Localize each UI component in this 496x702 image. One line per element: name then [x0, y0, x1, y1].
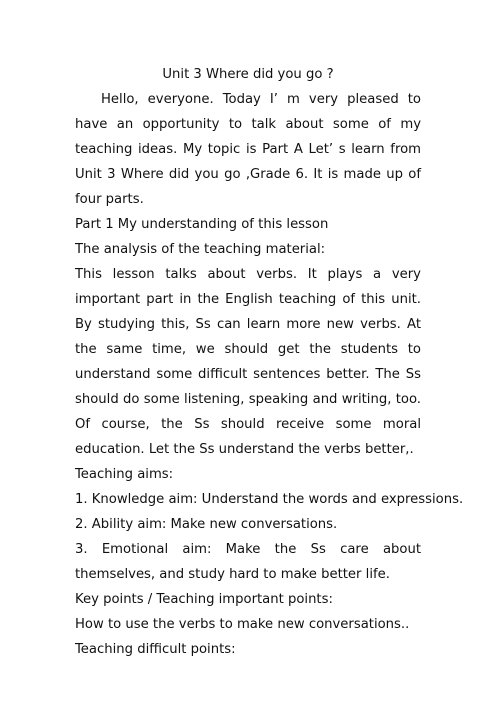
- teaching-aims-heading: Teaching aims:: [75, 467, 174, 482]
- ability-aim: 2. Ability aim: Make new conversations.: [75, 517, 338, 532]
- material-analysis-paragraph: This lesson talks about verbs. It plays a very important part in the English teaching of this unit. By studying this, Ss can learn more new verbs. At the same time, we should get the students to understand some difficult sentences better. The Ss should do some listening, speaking and writing, too. Of course, the Ss should receive some moral education. Let the Ss understand the verbs better,.: [75, 267, 421, 457]
- key-points-text: How to use the verbs to make new conversations..: [75, 617, 410, 632]
- document-body: [75, 87, 464, 662]
- material-analysis-heading: The analysis of the teaching material:: [75, 242, 326, 257]
- intro-paragraph: Hello, everyone. Today I’ m very pleased to have an opportunity to talk about some of my teaching ideas. My topic is Part A Let’ s learn from Unit 3 Where did you go ,Grade 6. It is made up of four parts.: [75, 92, 421, 207]
- document-title: Unit 3 Where did you go ?: [162, 67, 334, 82]
- difficult-points-heading: Teaching difficult points:: [75, 642, 236, 657]
- knowledge-aim: 1. Knowledge aim: Understand the words and expressions.: [75, 492, 464, 507]
- part-1-heading: Part 1 My understanding of this lesson: [75, 217, 329, 232]
- emotional-aim: 3. Emotional aim: Make the Ss care about themselves, and study hard to make better life.: [75, 542, 421, 582]
- key-points-heading: Key points / Teaching important points:: [75, 592, 333, 607]
